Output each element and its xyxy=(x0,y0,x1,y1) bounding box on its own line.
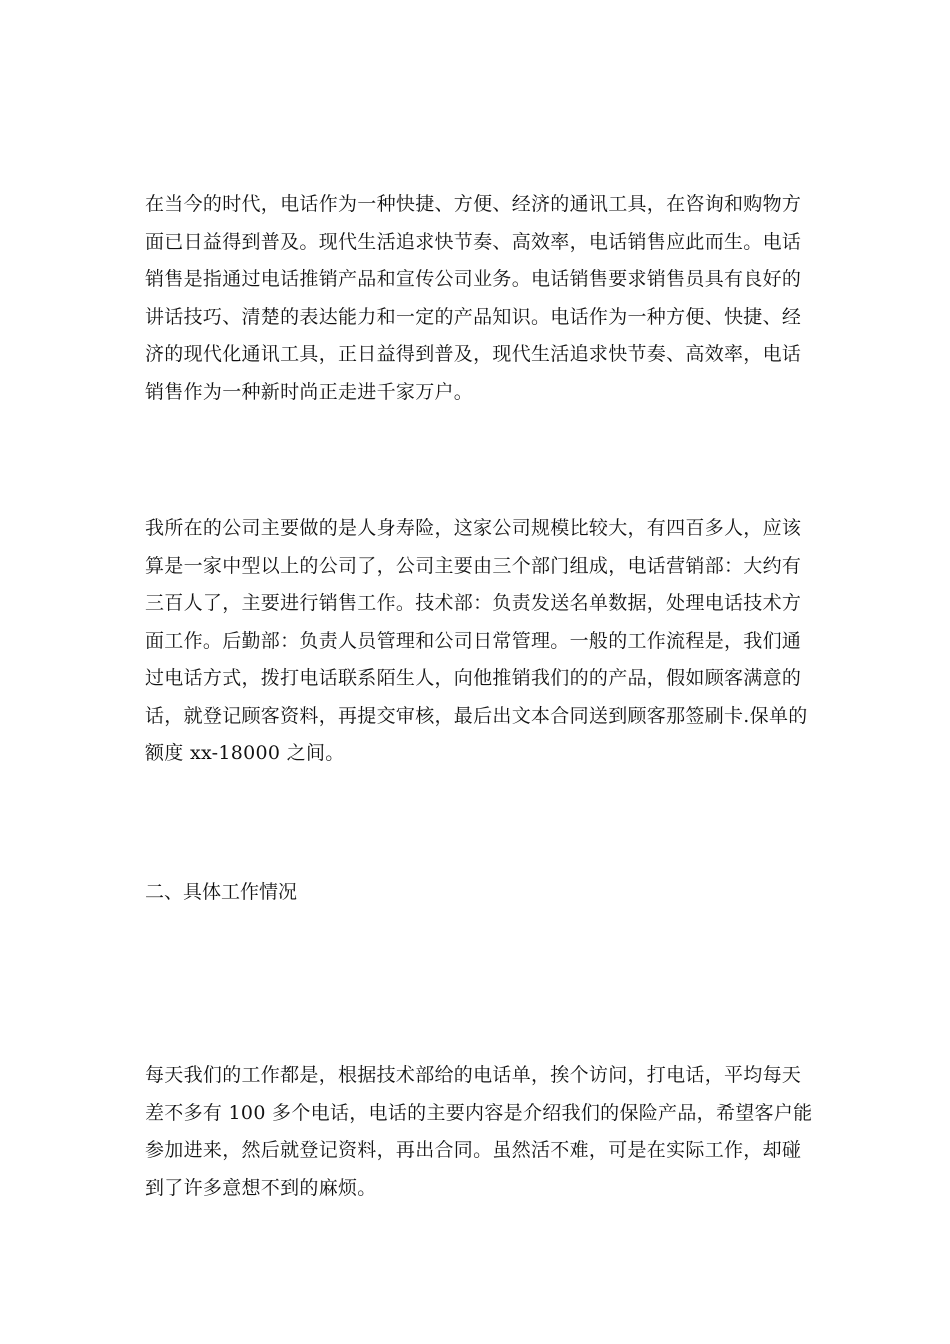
paragraph-line: 每天我们的工作都是，根据技术部给的电话单，挨个访问，打电话，平均每天 xyxy=(145,1064,802,1086)
paragraph-line: 济的现代化通讯工具，正日益得到普及，现代生活追求快节奏、高效率，电话 xyxy=(145,343,802,365)
paragraph-intro xyxy=(145,186,815,411)
paragraph-daily-work xyxy=(145,1057,815,1207)
paragraph-line: 面工作。后勤部：负责人员管理和公司日常管理。一般的工作流程是，我们通 xyxy=(145,629,802,652)
paragraph-line: 参加进来，然后就登记资料，再出合同。虽然活不难，可是在实际工作，却碰 xyxy=(145,1139,802,1161)
paragraph-company xyxy=(145,510,815,773)
paragraph-line: 销售是指通过电话推销产品和宣传公司业务。电话销售要求销售员具有良好的 xyxy=(145,268,802,290)
paragraph-line: 话，就登记顾客资料，再提交审核，最后出文本合同送到顾客那签刷卡.保单的 xyxy=(145,704,808,727)
paragraph-line: 销售作为一种新时尚正走进千家万户。 xyxy=(145,380,474,403)
paragraph-line: 三百人了，主要进行销售工作。技术部：负责发送名单数据，处理电话技术方 xyxy=(145,592,802,614)
paragraph-line: 在当今的时代，电话作为一种快捷、方便、经济的通讯工具，在咨询和购物方 xyxy=(145,193,802,215)
paragraph-line: 额度 xx-18000 之间。 xyxy=(145,742,345,764)
paragraph-line: 差不多有 100 多个电话，电话的主要内容是介绍我们的保险产品，希望客户能 xyxy=(145,1101,813,1124)
paragraph-line: 面已日益得到普及。现代生活追求快节奏、高效率，电话销售应此而生。电话 xyxy=(145,230,802,253)
paragraph-line: 算是一家中型以上的公司了，公司主要由三个部门组成，电话营销部：大约有 xyxy=(145,554,802,577)
section-heading: 二、具体工作情况 xyxy=(145,881,298,903)
paragraph-line: 过电话方式，拨打电话联系陌生人，向他推销我们的的产品，假如顾客满意的 xyxy=(145,667,802,689)
paragraph-line: 我所在的公司主要做的是人身寿险，这家公司规模比较大，有四百多人，应该 xyxy=(145,517,802,539)
paragraph-line: 讲话技巧、清楚的表达能力和一定的产品知识。电话作为一种方便、快捷、经 xyxy=(145,305,802,328)
paragraph-line: 到了许多意想不到的麻烦。 xyxy=(145,1176,377,1199)
